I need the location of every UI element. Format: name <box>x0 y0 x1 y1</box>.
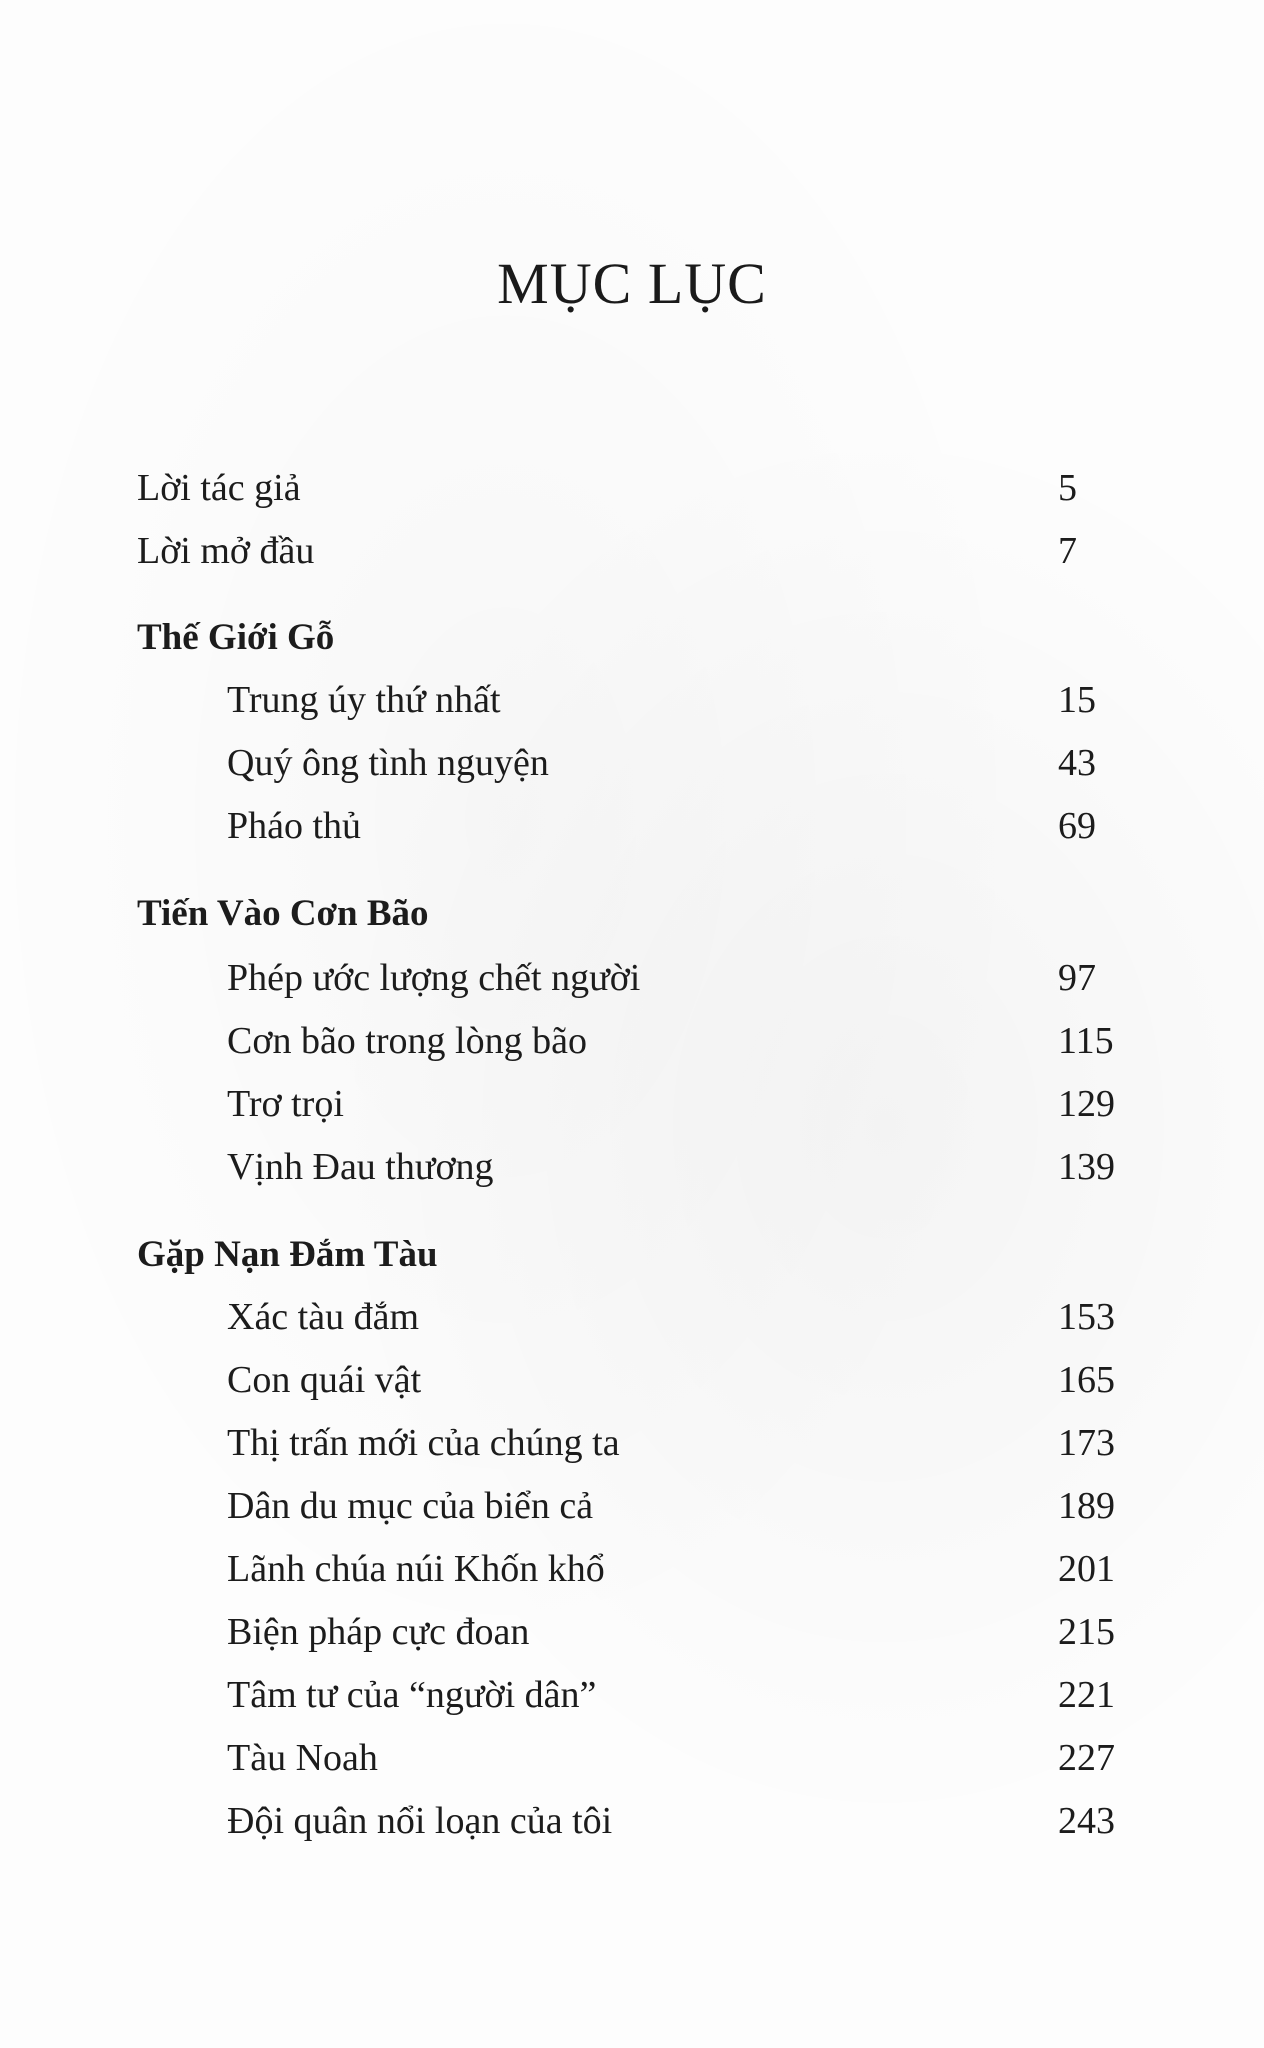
toc-entry <box>0 1480 1264 1536</box>
toc-page-number: 215 <box>1058 1611 1115 1653</box>
toc-entry-label: Dân du mục của biển cả <box>227 1485 594 1527</box>
toc-page-number: 129 <box>1058 1083 1115 1125</box>
toc-page-number: 139 <box>1058 1146 1115 1188</box>
toc-part-title: Tiến Vào Cơn Bão <box>137 893 429 934</box>
toc-entry-label: Trung úy thứ nhất <box>227 679 501 721</box>
toc-entry-label: Phép ước lượng chết người <box>227 957 641 999</box>
toc-entry <box>0 1606 1264 1662</box>
toc-part-title: Thế Giới Gỗ <box>137 617 335 658</box>
toc-entry <box>0 1078 1264 1134</box>
toc-page-number: 7 <box>1058 530 1077 572</box>
toc-page-number: 227 <box>1058 1737 1115 1779</box>
toc-entry <box>0 1291 1264 1347</box>
toc-page-number: 97 <box>1058 957 1096 999</box>
toc-entry <box>0 952 1264 1008</box>
page-title: MỤC LỤC <box>497 251 767 316</box>
toc-entry-front-matter <box>0 462 1264 518</box>
toc-entry <box>0 1543 1264 1599</box>
toc-entry-label: Trơ trọi <box>227 1083 344 1125</box>
toc-entry-label: Lãnh chúa núi Khốn khổ <box>227 1548 605 1590</box>
toc-entry <box>0 1354 1264 1410</box>
toc-page-number: 243 <box>1058 1800 1115 1842</box>
toc-entry <box>0 737 1264 793</box>
toc-entry <box>0 1795 1264 1851</box>
toc-entry <box>0 800 1264 856</box>
toc-page-number: 221 <box>1058 1674 1115 1716</box>
toc-entry-label: Pháo thủ <box>227 805 362 847</box>
toc-entry-front-matter <box>0 525 1264 581</box>
toc-entry-label: Thị trấn mới của chúng ta <box>227 1422 620 1464</box>
toc-entry <box>0 674 1264 730</box>
toc-entry-label: Vịnh Đau thương <box>227 1146 494 1188</box>
toc-part-heading <box>0 887 1264 943</box>
toc-part-heading <box>0 1228 1264 1284</box>
toc-page-number: 189 <box>1058 1485 1115 1527</box>
toc-entry-label: Con quái vật <box>227 1359 422 1401</box>
toc-part-heading <box>0 611 1264 667</box>
toc-part-title: Gặp Nạn Đắm Tàu <box>137 1234 438 1275</box>
toc-page-number: 165 <box>1058 1359 1115 1401</box>
toc-entry <box>0 1417 1264 1473</box>
toc-page-number: 15 <box>1058 679 1096 721</box>
toc-entry-label: Cơn bão trong lòng bão <box>227 1020 587 1062</box>
toc-entry <box>0 1141 1264 1197</box>
toc-entry-label: Lời tác giả <box>137 467 301 509</box>
toc-entry <box>0 1732 1264 1788</box>
toc-page-number: 69 <box>1058 805 1096 847</box>
toc-page-number: 201 <box>1058 1548 1115 1590</box>
toc-page-number: 153 <box>1058 1296 1115 1338</box>
toc-page-number: 43 <box>1058 742 1096 784</box>
toc-entry-label: Quý ông tình nguyện <box>227 742 549 784</box>
toc-entry-label: Xác tàu đắm <box>227 1296 420 1338</box>
toc-entry <box>0 1669 1264 1725</box>
toc-entry <box>0 1015 1264 1071</box>
toc-entry-label: Tâm tư của “người dân” <box>227 1674 597 1716</box>
toc-entry-label: Tàu Noah <box>227 1737 378 1779</box>
toc-entry-label: Biện pháp cực đoan <box>227 1611 530 1653</box>
toc-page-number: 115 <box>1058 1020 1114 1062</box>
toc-page-number: 173 <box>1058 1422 1115 1464</box>
toc-entry-label: Lời mở đầu <box>137 530 315 572</box>
toc-entry-label: Đội quân nổi loạn của tôi <box>227 1800 613 1842</box>
toc-page-number: 5 <box>1058 467 1077 509</box>
